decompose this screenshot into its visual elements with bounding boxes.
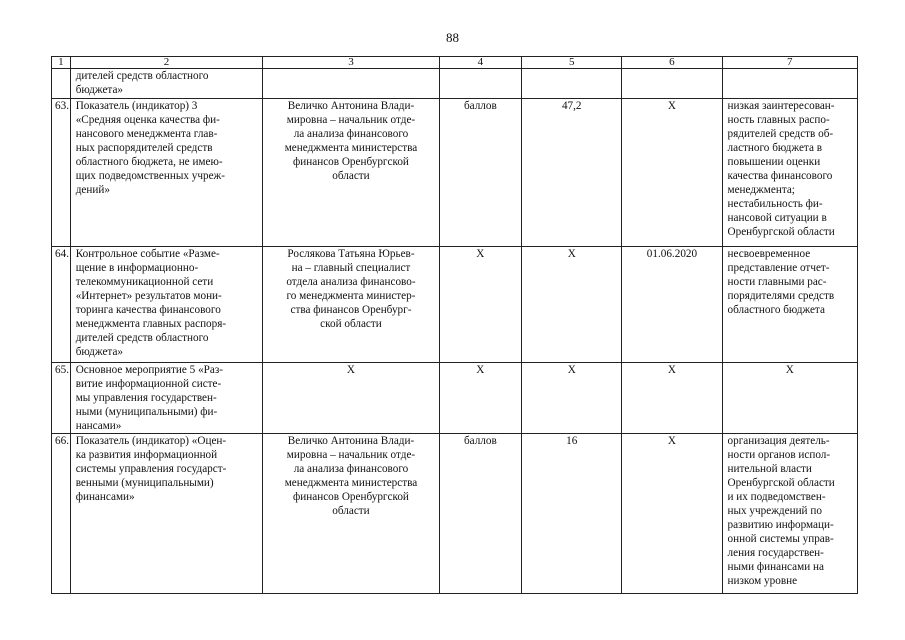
column-header-7: 7	[722, 57, 857, 69]
column-header-6: 6	[622, 57, 722, 69]
responsible-person: Х	[263, 363, 439, 434]
measure-name: Показатель (индикатор) «Оцен- ка развития информационной системы управления государст- венными (муниципальными) финансами»	[70, 434, 263, 594]
unit-cell	[439, 69, 522, 99]
responsible-person: Рослякова Татьяна Юрьев- на – главный специалист отдела анализа финансово- го менеджмента министер- ства финансов Оренбург- ской области	[263, 247, 439, 363]
responsible-person: Величко Антонина Влади- мировна – начальник отде- ла анализа финансового менеджмента министерства финансов Оренбургской области	[263, 99, 439, 247]
monitoring-table	[51, 56, 858, 594]
column-header-4: 4	[439, 57, 522, 69]
date-cell: Х	[622, 434, 722, 594]
table-row	[52, 247, 858, 363]
value-cell: Х	[522, 363, 622, 434]
risk-cell	[722, 69, 857, 99]
row-number: 63.	[52, 99, 71, 247]
value-cell: 16	[522, 434, 622, 594]
risk-cell: Х	[722, 363, 857, 434]
row-number: 66.	[52, 434, 71, 594]
date-cell: Х	[622, 99, 722, 247]
unit-cell: Х	[439, 363, 522, 434]
column-header-1: 1	[52, 57, 71, 69]
value-cell: 47,2	[522, 99, 622, 247]
table-row	[52, 434, 858, 594]
column-header-3: 3	[263, 57, 439, 69]
row-number	[52, 69, 71, 99]
value-cell	[522, 69, 622, 99]
risk-cell: низкая заинтересован- ность главных распо- рядителей средств об- ластного бюджета в повышении оценки качества финансового менеджмента; нестабильность фи- нансовой ситуации в Оренбургской области	[722, 99, 857, 247]
table-header-row	[52, 57, 858, 69]
unit-cell: баллов	[439, 99, 522, 247]
table-row	[52, 69, 858, 99]
measure-name: Основное мероприятие 5 «Раз- витие информационной систе- мы управления государствен- ными (муниципальными) фи- нансами»	[70, 363, 263, 434]
date-cell: Х	[622, 363, 722, 434]
date-cell: 01.06.2020	[622, 247, 722, 363]
row-number: 65.	[52, 363, 71, 434]
unit-cell: Х	[439, 247, 522, 363]
responsible-person	[263, 69, 439, 99]
value-cell: Х	[522, 247, 622, 363]
measure-name: Показатель (индикатор) 3 «Средняя оценка качества фи- нансового менеджмента глав- ных распорядителей средств областного бюджета, не имею- щих подведомственных учреж- дений»	[70, 99, 263, 247]
column-header-2: 2	[70, 57, 263, 69]
column-header-5: 5	[522, 57, 622, 69]
risk-cell: несвоевременное представление отчет- ности главными рас- порядителями средств областного бюджета	[722, 247, 857, 363]
measure-name: дителей средств областного бюджета»	[70, 69, 263, 99]
responsible-person: Величко Антонина Влади- мировна – начальник отде- ла анализа финансового менеджмента министерства финансов Оренбургской области	[263, 434, 439, 594]
risk-cell: организация деятель- ности органов испол- нительной власти Оренбургской области и их подведомствен- ных учреждений по развитию информаци- онной системы управ- ления государствен- ными финансами на низком уровне	[722, 434, 857, 594]
table-row	[52, 99, 858, 247]
row-number: 64.	[52, 247, 71, 363]
date-cell	[622, 69, 722, 99]
page-number: 88	[446, 30, 459, 45]
measure-name: Контрольное событие «Разме- щение в информационно- телекоммуникационной сети «Интернет» результатов мони- торинга качества финансового менеджмента главных распоря- дителей средств областного бюджета»	[70, 247, 263, 363]
unit-cell: баллов	[439, 434, 522, 594]
table-row	[52, 363, 858, 434]
